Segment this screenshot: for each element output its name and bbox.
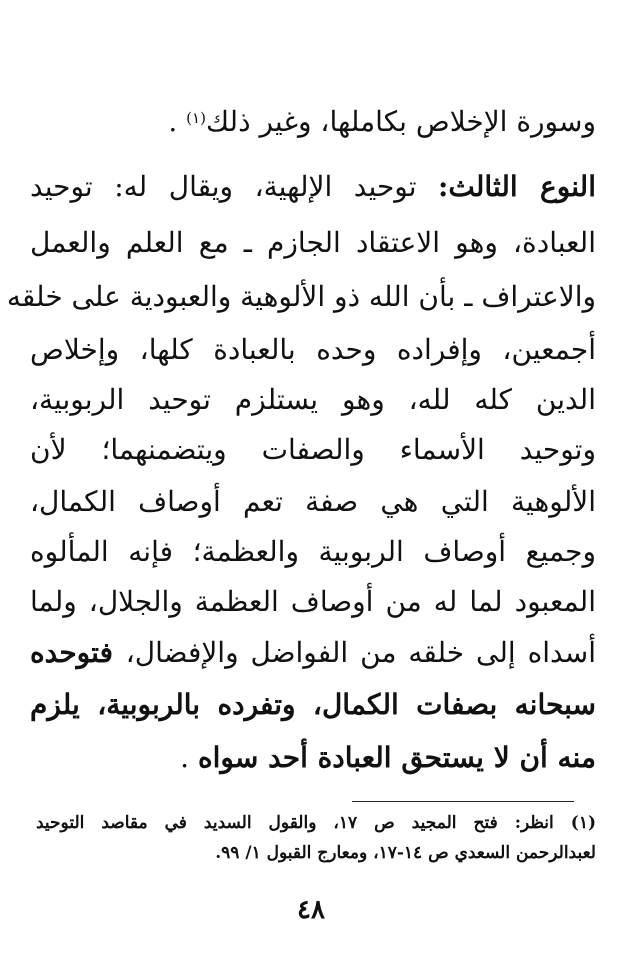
- text-line-9: وجميع أوصاف الربوبية والعظمة؛ فإنه المألوه: [30, 535, 596, 568]
- text-line-1-end: .: [168, 105, 187, 138]
- footnote-divider: [352, 801, 574, 802]
- text-line-1-main: وسورة الإخلاص بكاملها، وغير ذلك: [205, 105, 596, 138]
- text-line-4: والاعتراف ـ بأن الله ذو الألوهية والعبودية على خلقه: [6, 280, 596, 313]
- text-line-2-rest: توحيد الإلهية، ويقال له: توحيد: [30, 170, 439, 203]
- text-line-11-main: أسداه إلى خلقه من الفواضل والإفضال،: [125, 636, 596, 669]
- text-line-2: [30, 165, 596, 209]
- text-line-3: العبادة، وهو الاعتقاد الجازم ـ مع العلم والعمل: [30, 226, 596, 259]
- section-heading: النوع الثالث:: [438, 170, 596, 203]
- text-line-11: [30, 631, 596, 675]
- footnote-line-1: (١) انظر: فتح المجيد ص ١٧، والقول السديد في مقاصد التوحيد: [36, 813, 596, 833]
- text-line-13: [30, 736, 596, 780]
- text-line-1: [30, 100, 596, 144]
- text-line-6: الدين كله لله، وهو يستلزم توحيد الربوبية،: [30, 383, 596, 416]
- text-line-7: وتوحيد الأسماء والصفات ويتضمنهما؛ لأن: [30, 433, 596, 466]
- text-line-13-end: .: [180, 741, 198, 774]
- text-line-5: أجمعين، وإفراده وحده بالعبادة كلها، وإخلاص: [30, 333, 596, 366]
- page-number: ٤٨: [297, 895, 325, 925]
- text-line-8: الألوهية التي هي صفة تعم أوصاف الكمال،: [30, 485, 596, 518]
- footnote-marker: (١): [186, 109, 206, 127]
- text-line-13-bold: منه أن لا يستحق العبادة أحد سواه: [197, 741, 596, 774]
- text-line-10: المعبود لما له من أوصاف العظمة والجلال، ولما: [30, 585, 596, 618]
- footnote-line-2: لعبدالرحمن السعدي ص ١٤-١٧، ومعارج القبول ١/ ٩٩.: [215, 843, 596, 863]
- text-line-11-bold: فتوحده: [30, 636, 126, 669]
- text-line-12: سبحانه بصفات الكمال، وتفرده بالربوبية، يلزم: [30, 688, 596, 721]
